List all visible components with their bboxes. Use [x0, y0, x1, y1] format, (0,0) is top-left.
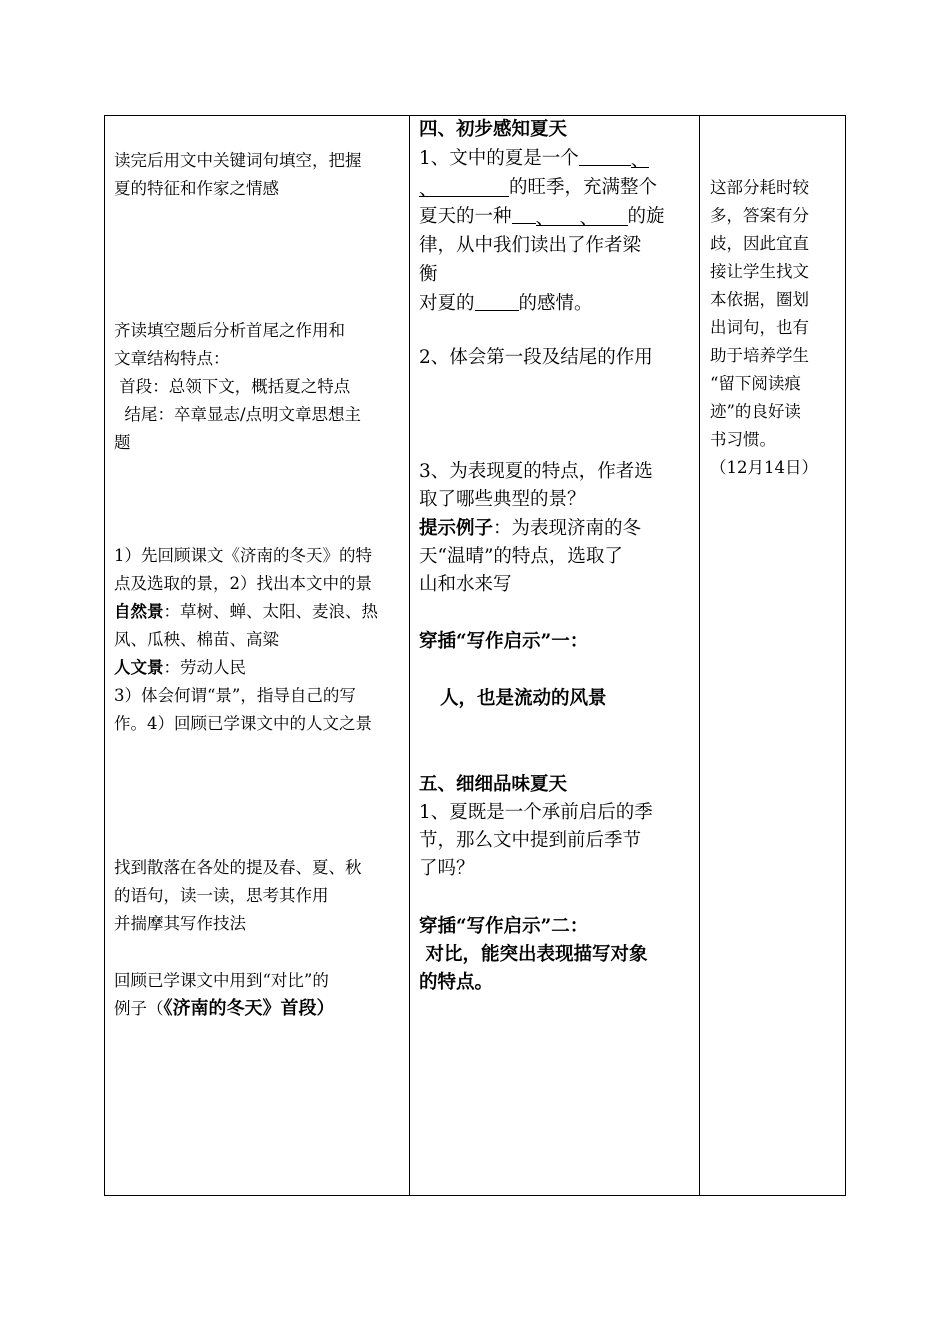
text-line: 1、夏既是一个承前启后的季: [419, 802, 653, 823]
writing-insight-1-text: 人，也是流动的风景: [440, 688, 607, 709]
human-scenery-text: ：劳动人民: [163, 658, 246, 677]
section-heading-4: 四、初步感知夏天: [419, 119, 568, 140]
fill-blank[interactable]: [630, 147, 650, 171]
text-line: [114, 654, 246, 682]
text-line: [114, 995, 335, 1023]
text-line: 律，从中我们读出了作者梁: [419, 235, 642, 256]
text-span: 的感情。: [518, 293, 593, 314]
blank-separator: 、: [419, 179, 438, 200]
note-line: 歧，因此宜直: [710, 234, 809, 253]
teaching-content-column: [410, 116, 700, 1196]
blank-separator: 、: [630, 150, 650, 171]
note-line: “留下阅读痕: [710, 374, 801, 393]
note-line: 出词句，也有: [710, 318, 809, 337]
text-line: 首段：总领下文，概括夏之特点: [114, 377, 351, 396]
note-line: 多，答案有分: [710, 206, 809, 225]
fill-blank[interactable]: [579, 205, 628, 229]
writing-insight-2-text: 对比，能突出表现描写对象: [419, 944, 648, 965]
text-line: 3）体会何谓“景”，指导自己的写: [114, 686, 356, 705]
text-line: [419, 290, 593, 318]
text-line: 了吗？: [419, 858, 475, 879]
text-line: 并揣摩其写作技法: [114, 914, 246, 933]
text-line: 节，那么文中提到前后季节: [419, 830, 642, 851]
text-line: 题: [114, 433, 131, 452]
writing-insight-2-text: 的特点。: [419, 972, 494, 993]
text-span: 的旺季，充满整个: [509, 177, 658, 198]
text-line: 文章结构特点：: [114, 349, 230, 368]
text-line: 找到散落在各处的提及春、夏、秋: [114, 858, 362, 877]
note-line: 接让学生找文: [710, 262, 809, 281]
text-line: 山和水来写: [419, 574, 512, 595]
natural-scenery-label: 自然景: [114, 602, 164, 621]
text-span: 对夏的: [419, 293, 475, 314]
note-line: 这部分耗时较: [710, 178, 809, 197]
lesson-plan-table: [104, 115, 846, 1196]
text-line: [114, 598, 378, 626]
tip-label: 提示例子: [419, 518, 494, 539]
teacher-notes-column: [700, 116, 846, 1196]
fill-blank[interactable]: [535, 205, 580, 229]
example-title: 《济南的冬天》首段）: [163, 998, 335, 1019]
note-line: 迹”的良好读: [710, 402, 801, 421]
text-line: 读完后用文中关键词句填空，把握: [114, 151, 362, 170]
text-line: [419, 174, 657, 202]
section-heading-5: 五、细细品味夏天: [419, 774, 568, 795]
text-span: 夏天的一种: [419, 206, 512, 227]
note-line: 助于培养学生: [710, 346, 809, 365]
writing-insight-1-title: 穿插“写作启示”一：: [419, 631, 589, 652]
text-span: 例子（: [114, 999, 164, 1018]
text-line: 点及选取的景，2）找出本文中的景: [114, 574, 372, 593]
note-line: 书习惯。: [710, 430, 776, 449]
writing-insight-2-title: 穿插“写作启示”二：: [419, 916, 589, 937]
blank-separator: 、: [535, 208, 555, 229]
fill-blank[interactable]: [419, 176, 509, 200]
text-line: 夏的特征和作家之情感: [114, 179, 279, 198]
text-span: 1、文中的夏是一个: [419, 148, 579, 169]
text-line: 结尾：卒章显志/点明文章思想主: [114, 405, 362, 424]
text-line: 1）先回顾课文《济南的冬天》的特: [114, 546, 372, 565]
fill-blank[interactable]: [579, 145, 631, 166]
text-span: 的旋: [627, 206, 665, 227]
text-line: 取了哪些典型的景？: [419, 489, 586, 510]
blank-separator: 、: [579, 208, 599, 229]
text-line: [419, 203, 665, 231]
student-activity-column: [105, 116, 410, 1196]
natural-scenery-text: ：草树、蝉、太阳、麦浪、热: [163, 602, 378, 621]
text-line: 天“温晴”的特点，选取了: [419, 546, 623, 567]
text-line: 回顾已学课文中用到“对比”的: [114, 971, 329, 990]
text-line: 齐读填空题后分析首尾之作用和: [114, 321, 345, 340]
text-span: ：为表现济南的冬: [493, 518, 642, 539]
text-line: 衡: [419, 264, 438, 285]
text-line: 3、为表现夏的特点，作者选: [419, 461, 653, 482]
text-line: [419, 145, 649, 173]
human-scenery-label: 人文景: [114, 658, 164, 677]
text-line: 风、瓜秧、棉苗、高粱: [114, 630, 279, 649]
text-line: 2、体会第一段及结尾的作用: [419, 347, 653, 368]
note-date: （12月14日）: [710, 458, 818, 477]
text-line: 的语句，读一读，思考其作用: [114, 886, 329, 905]
fill-blank[interactable]: [475, 290, 519, 311]
text-line: 作。4）回顾已学课文中的人文之景: [114, 714, 372, 733]
note-line: 本依据，圈划: [710, 290, 809, 309]
fill-blank[interactable]: [512, 203, 536, 224]
text-line: [419, 515, 641, 543]
